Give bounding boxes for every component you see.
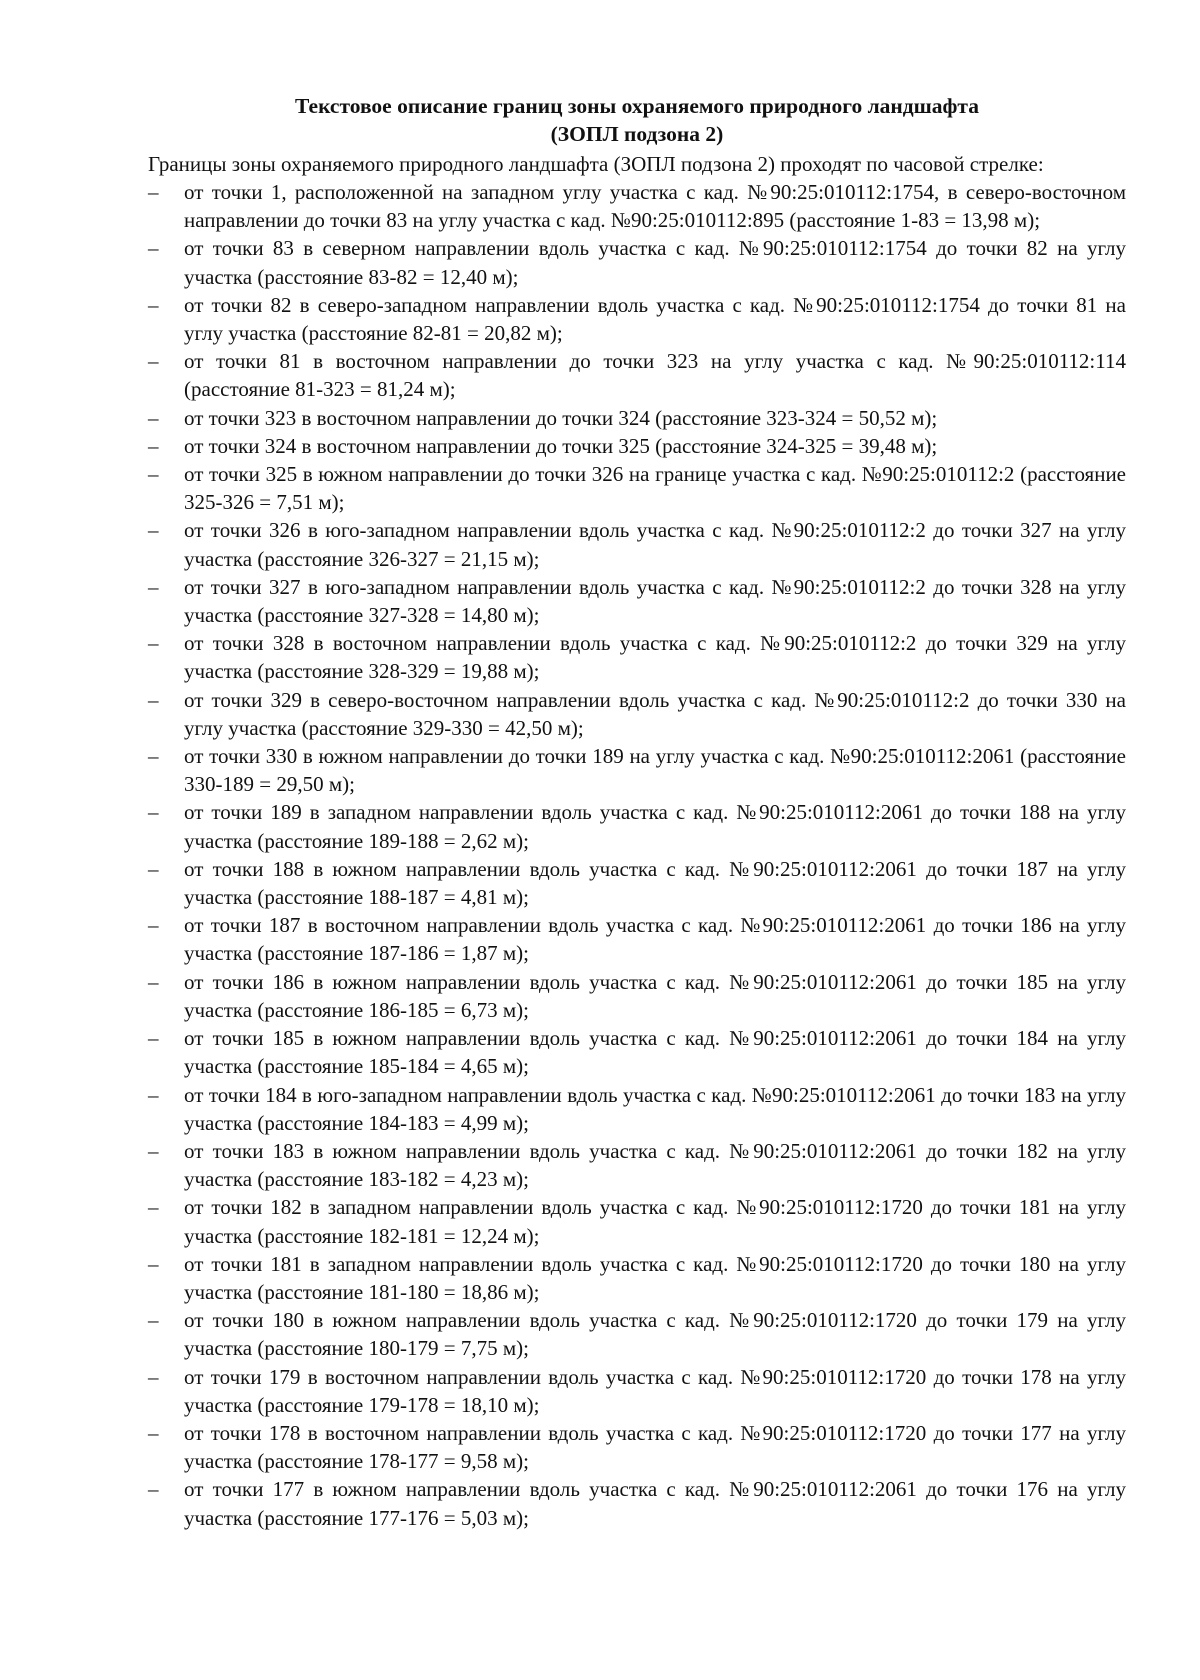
bullet-dash: – (148, 1420, 159, 1445)
boundary-segment-text: от точки 182 в западном направлении вдоль участка с кад. №90:25:010112:1720 до точки 181 на углу участка (расстояние 182-181 = 12,24 м); (184, 1195, 1126, 1248)
boundary-segment-text: от точки 185 в южном направлении вдоль участка с кад. №90:25:010112:2061 до точки 184 на углу участка (расстояние 185-184 = 4,65 м); (184, 1026, 1126, 1079)
boundary-segment-text: от точки 324 в восточном направлении до точки 325 (расстояние 324-325 = 39,48 м); (184, 433, 938, 458)
boundary-segment-item (148, 968, 1126, 1024)
boundary-segment-text: от точки 184 в юго-западном направлении вдоль участка с кад. №90:25:010112:2061 до точки 183 на углу участка (расстояние 184-183 = 4,99 м); (184, 1082, 1126, 1135)
boundary-segment-text: от точки 181 в западном направлении вдоль участка с кад. №90:25:010112:1720 до точки 180 на углу участка (расстояние 181-180 = 18,86 м); (184, 1251, 1126, 1304)
boundary-segment-item (148, 234, 1126, 290)
boundary-segment-item (148, 911, 1126, 967)
bullet-dash: – (148, 180, 159, 204)
boundary-segment-text: от точки 1, расположенной на западном углу участка с кад. №90:25:010112:1754, в северо-восточном направлении до точки 83 на углу участка с кад. №90:25:010112:895 (расстояние 1-83 = 13,98 м); (184, 180, 1126, 233)
boundary-segment-item (148, 686, 1126, 742)
bullet-dash: – (148, 433, 159, 458)
boundary-point-list (148, 178, 1126, 1532)
bullet-dash: – (148, 856, 159, 881)
bullet-dash: – (148, 574, 159, 599)
bullet-dash: – (148, 1364, 159, 1389)
boundary-segment-item (148, 178, 1126, 234)
boundary-segment-item (148, 1363, 1126, 1419)
bullet-dash: – (148, 1195, 159, 1220)
boundary-segment-text: от точки 323 в восточном направлении до точки 324 (расстояние 323-324 = 50,52 м); (184, 405, 938, 430)
bullet-dash: – (148, 405, 159, 430)
document-title-line-1: Текстовое описание границ зоны охраняемого природного ландшафта (295, 94, 979, 118)
boundary-segment-text: от точки 177 в южном направлении вдоль участка с кад. №90:25:010112:2061 до точки 176 на углу участка (расстояние 177-176 = 5,03 м); (184, 1477, 1126, 1530)
boundary-segment-item (148, 1250, 1126, 1306)
bullet-dash: – (148, 1477, 159, 1502)
boundary-segment-text: от точки 83 в северном направлении вдоль участка с кад. №90:25:010112:1754 до точки 82 на углу участка (расстояние 83-82 = 12,40 м); (184, 236, 1126, 289)
boundary-segment-text: от точки 328 в восточном направлении вдоль участка с кад. №90:25:010112:2 до точки 329 на углу участка (расстояние 328-329 = 19,88 м); (184, 631, 1126, 684)
bullet-dash: – (148, 1026, 159, 1051)
bullet-dash: – (148, 744, 159, 769)
boundary-segment-item (148, 1306, 1126, 1362)
bullet-dash: – (148, 462, 159, 487)
bullet-dash: – (148, 518, 159, 543)
boundary-segment-text: от точки 188 в южном направлении вдоль участка с кад. №90:25:010112:2061 до точки 187 на углу участка (расстояние 188-187 = 4,81 м); (184, 856, 1126, 910)
bullet-dash: – (148, 1082, 159, 1107)
boundary-segment-item (148, 1193, 1126, 1249)
boundary-segment-item (148, 573, 1126, 629)
document-title-line-2: (ЗОПЛ подзона 2) (550, 122, 724, 146)
boundary-segment-item (148, 1024, 1126, 1080)
boundary-segment-item (148, 460, 1126, 516)
boundary-segment-item (148, 432, 1126, 460)
boundary-segment-item (148, 742, 1126, 798)
boundary-segment-text: от точки 183 в южном направлении вдоль участка с кад. №90:25:010112:2061 до точки 182 на углу участка (расстояние 183-182 = 4,23 м); (184, 1138, 1126, 1192)
boundary-segment-item (148, 855, 1126, 911)
boundary-segment-item (148, 404, 1126, 432)
bullet-dash: – (148, 1251, 159, 1276)
boundary-segment-item (148, 1081, 1126, 1137)
boundary-segment-text: от точки 330 в южном направлении до точки 189 на углу участка с кад. №90:25:010112:2061 (расстояние 330-189 = 29,50 м); (184, 744, 1126, 797)
boundary-segment-text: от точки 187 в восточном направлении вдоль участка с кад. №90:25:010112:2061 до точки 186 на углу участка (расстояние 187-186 = 1,87 м); (184, 913, 1126, 966)
boundary-segment-text: от точки 326 в юго-западном направлении вдоль участка с кад. №90:25:010112:2 до точки 327 на углу участка (расстояние 326-327 = 21,15 м); (184, 518, 1126, 571)
boundary-segment-text: от точки 325 в южном направлении до точки 326 на границе участка с кад. №90:25:010112:2 (расстояние 325-326 = 7,51 м); (184, 462, 1126, 515)
boundary-segment-text: от точки 186 в южном направлении вдоль участка с кад. №90:25:010112:2061 до точки 185 на углу участка (расстояние 186-185 = 6,73 м); (184, 969, 1126, 1022)
boundary-segment-text: от точки 329 в северо-восточном направлении вдоль участка с кад. №90:25:010112:2 до точки 330 на углу участка (расстояние 329-330 = 42,50 м); (184, 687, 1126, 740)
boundary-segment-item (148, 1419, 1126, 1475)
bullet-dash: – (148, 913, 159, 938)
bullet-dash: – (148, 1308, 159, 1333)
intro-paragraph: Границы зоны охраняемого природного ландшафта (ЗОПЛ подзона 2) проходят по часовой стрелке: (148, 152, 1044, 176)
boundary-segment-text: от точки 180 в южном направлении вдоль участка с кад. №90:25:010112:1720 до точки 179 на углу участка (расстояние 180-179 = 7,75 м); (184, 1308, 1126, 1361)
boundary-segment-item (148, 516, 1126, 572)
boundary-segment-item (148, 1137, 1126, 1193)
bullet-dash: – (148, 687, 159, 712)
boundary-segment-text: от точки 82 в северо-западном направлении вдоль участка с кад. №90:25:010112:1754 до точки 81 на углу участка (расстояние 82-81 = 20,82 м); (184, 292, 1126, 346)
boundary-segment-item (148, 1475, 1126, 1531)
boundary-segment-text: от точки 327 в юго-западном направлении вдоль участка с кад. №90:25:010112:2 до точки 328 на углу участка (расстояние 327-328 = 14,80 м); (184, 574, 1126, 628)
bullet-dash: – (148, 236, 159, 261)
boundary-segment-text: от точки 179 в восточном направлении вдоль участка с кад. №90:25:010112:1720 до точки 178 на углу участка (расстояние 179-178 = 18,10 м); (184, 1364, 1126, 1417)
bullet-dash: – (148, 1138, 159, 1163)
boundary-segment-item (148, 347, 1126, 403)
bullet-dash: – (148, 292, 159, 317)
boundary-segment-text: от точки 189 в западном направлении вдоль участка с кад. №90:25:010112:2061 до точки 188 на углу участка (расстояние 189-188 = 2,62 м); (184, 800, 1126, 853)
boundary-segment-text: от точки 178 в восточном направлении вдоль участка с кад. №90:25:010112:1720 до точки 177 на углу участка (расстояние 178-177 = 9,58 м); (184, 1420, 1126, 1474)
document-page (148, 92, 1126, 1532)
bullet-dash: – (148, 969, 159, 994)
boundary-segment-text: от точки 81 в восточном направлении до точки 323 на углу участка с кад. №90:25:010112:114 (расстояние 81-323 = 81,24 м); (184, 349, 1126, 402)
boundary-segment-item (148, 798, 1126, 854)
boundary-segment-item (148, 291, 1126, 347)
bullet-dash: – (148, 349, 159, 374)
boundary-segment-item (148, 629, 1126, 685)
bullet-dash: – (148, 800, 159, 825)
bullet-dash: – (148, 631, 159, 656)
